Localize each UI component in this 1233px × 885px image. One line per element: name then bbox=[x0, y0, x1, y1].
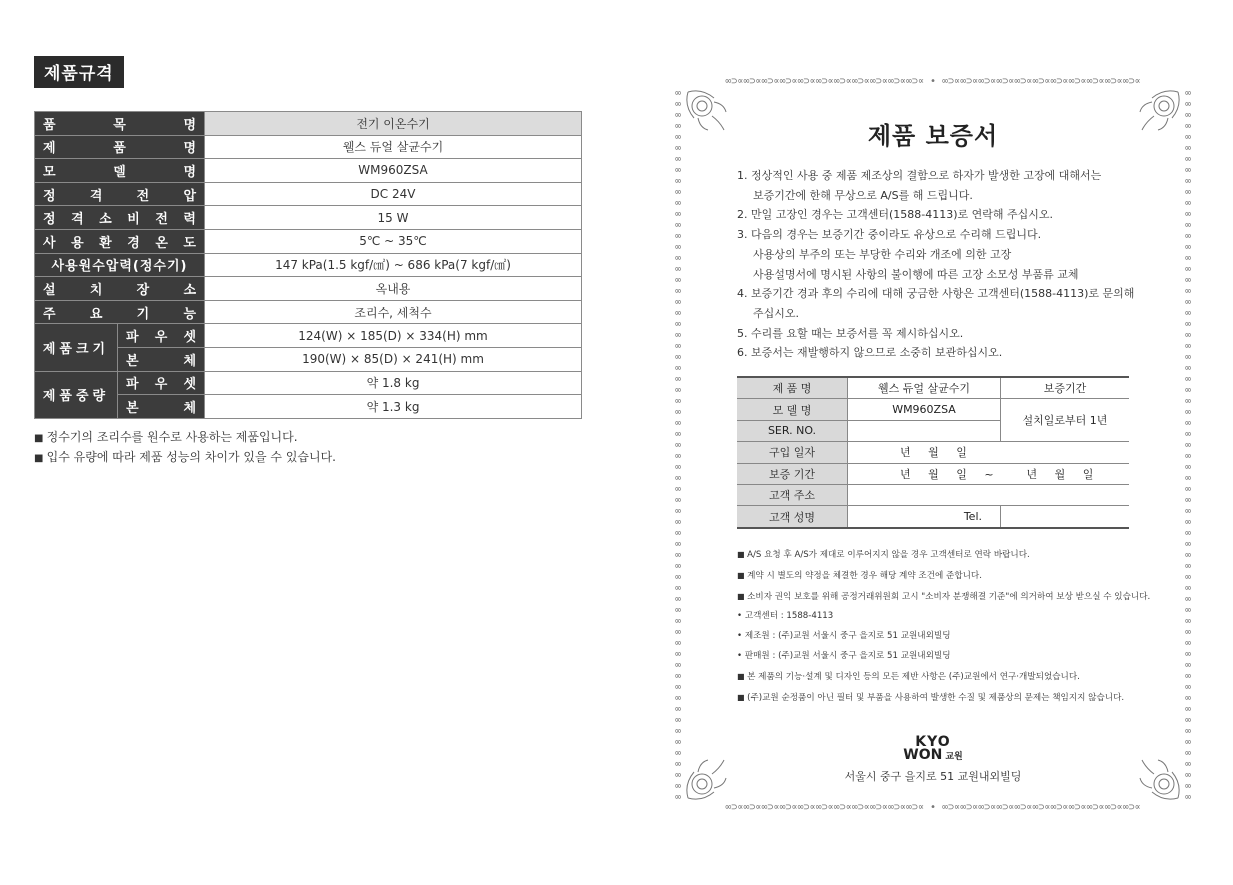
spec-group-label: 제품크기 bbox=[35, 324, 118, 371]
spec-value: 전기 이온수기 bbox=[205, 112, 582, 136]
warranty-title: 제품 보증서 bbox=[867, 122, 999, 150]
notice-item: ■ A/S 요청 후 A/S가 제대로 이루어지지 않을 경우 고객센터로 연락 바랍니다. bbox=[737, 545, 1177, 566]
decorative-border-bottom: ∞⊃∝∞⊃∝∞⊃∝∞⊃∝∞⊃∝∞⊃∝∞⊃∝∞⊃∝∞⊃∝∞⊃∝∞⊃∝ • ∞⊃∝∞⊃∝∞⊃∝∞⊃∝∞⊃∝∞⊃∝∞⊃∝∞⊃∝∞⊃∝∞⊃∝∞⊃∝ bbox=[725, 802, 1141, 813]
spec-label: 정 격 소 비 전 력 bbox=[35, 206, 205, 230]
period-header: 보증기간 bbox=[1001, 377, 1130, 399]
term-item: 사용설명서에 명시된 사항의 불이행에 따른 고장 소모성 부품류 교체 bbox=[753, 267, 1079, 281]
spec-title: 제품규격 bbox=[34, 56, 124, 88]
spec-value: 15 W bbox=[205, 206, 582, 230]
spec-value: 190(W) × 85(D) × 241(H) mm bbox=[205, 347, 582, 371]
kyowon-logo bbox=[672, 736, 1194, 784]
spec-value: WM960ZSA bbox=[205, 159, 582, 183]
contact-item: • 제조원 : (주)교원 서울시 중구 을지로 51 교원내외빌딩 bbox=[737, 627, 1177, 647]
purchase-date-field[interactable]: 년 월 일 bbox=[848, 442, 1130, 463]
term-item: 1. 정상적인 사용 중 제품 제조상의 결함으로 하자가 발생한 고장에 대해서는 bbox=[737, 169, 1102, 182]
customer-address-field[interactable] bbox=[848, 484, 1130, 505]
spec-label: 사 용 환 경 온 도 bbox=[35, 229, 205, 253]
serial-field[interactable] bbox=[848, 420, 1001, 441]
spec-row bbox=[35, 135, 582, 159]
warranty-certificate bbox=[672, 76, 1194, 814]
model-name-value: WM960ZSA bbox=[848, 399, 1001, 420]
notice-item: ■ 계약 시 별도의 약정을 체결한 경우 해당 계약 조건에 준합니다. bbox=[737, 566, 1177, 587]
warranty-terms bbox=[737, 166, 1157, 363]
spec-label: 설 치 장 소 bbox=[35, 277, 205, 301]
spec-value: 약 1.3 kg bbox=[205, 395, 582, 419]
purchase-date-label: 구입 일자 bbox=[737, 442, 848, 463]
spec-label: 파 우 셋 bbox=[118, 324, 205, 348]
spec-value: 웰스 듀얼 살균수기 bbox=[205, 135, 582, 159]
serial-label: SER. NO. bbox=[737, 420, 848, 441]
term-item: 4. 보증기간 경과 후의 수리에 대해 궁금한 사항은 고객센터(1588-4113)로 문의해 bbox=[737, 287, 1135, 301]
spec-row bbox=[35, 395, 582, 419]
spec-value: DC 24V bbox=[205, 182, 582, 206]
warranty-period-label: 보증 기간 bbox=[737, 463, 848, 484]
term-item: 2. 만일 고장인 경우는 고객센터(1588-4113)로 연락해 주십시오. bbox=[737, 208, 1054, 222]
spec-value: 조리수, 세척수 bbox=[205, 300, 582, 324]
spec-table bbox=[34, 111, 582, 419]
spec-value: 약 1.8 kg bbox=[205, 371, 582, 395]
logo-won: WON 교원 bbox=[903, 747, 963, 763]
spec-row bbox=[35, 371, 582, 395]
warranty-form-table bbox=[737, 376, 1129, 529]
spec-label: 본 체 bbox=[118, 347, 205, 371]
spec-note: ■ 입수 유량에 따라 제품 성능의 차이가 있을 수 있습니다. bbox=[34, 448, 336, 468]
spec-label: 품 목 명 bbox=[35, 112, 205, 136]
spec-value: 124(W) × 185(D) × 334(H) mm bbox=[205, 324, 582, 348]
term-item: 5. 수리를 요할 때는 보증서를 꼭 제시하십시오. bbox=[737, 326, 964, 340]
spec-row bbox=[35, 277, 582, 301]
term-item: 3. 다음의 경우는 보증기간 중이라도 유상으로 수리해 드립니다. bbox=[737, 228, 1042, 242]
product-name-value: 웰스 듀얼 살균수기 bbox=[848, 377, 1001, 399]
tel-label: Tel. bbox=[848, 506, 1001, 528]
spec-row bbox=[35, 112, 582, 136]
term-item: 사용상의 부주의 또는 부당한 수리와 개조에 의한 고장 bbox=[753, 247, 1012, 261]
spec-label: 제 품 명 bbox=[35, 135, 205, 159]
spec-label: 본 체 bbox=[118, 395, 205, 419]
spec-label: 정 격 전 압 bbox=[35, 182, 205, 206]
warranty-notices bbox=[737, 545, 1177, 708]
contact-item: • 판매원 : (주)교원 서울시 중구 을지로 51 교원내외빌딩 bbox=[737, 647, 1177, 667]
period-value: 설치일로부터 1년 bbox=[1001, 399, 1130, 442]
term-item: 주십시오. bbox=[753, 306, 800, 320]
spec-row bbox=[35, 300, 582, 324]
spec-row bbox=[35, 324, 582, 348]
spec-value: 147 kPa(1.5 kgf/㎠) ~ 686 kPa(7 kgf/㎠) bbox=[205, 253, 582, 277]
contact-item: • 고객센터 : 1588-4113 bbox=[737, 607, 1177, 627]
spec-label: 사용원수압력(정수기) bbox=[35, 253, 205, 277]
spec-row bbox=[35, 347, 582, 371]
term-item: 6. 보증서는 재발행하지 않으므로 소중히 보관하십시오. bbox=[737, 346, 1003, 360]
spec-notes bbox=[34, 428, 336, 468]
product-name-label: 제 품 명 bbox=[737, 377, 848, 399]
term-item: 보증기간에 한해 무상으로 A/S를 해 드립니다. bbox=[753, 188, 973, 202]
spec-row bbox=[35, 182, 582, 206]
decorative-border-top: ∞⊃∝∞⊃∝∞⊃∝∞⊃∝∞⊃∝∞⊃∝∞⊃∝∞⊃∝∞⊃∝∞⊃∝∞⊃∝ • ∞⊃∝∞⊃∝∞⊃∝∞⊃∝∞⊃∝∞⊃∝∞⊃∝∞⊃∝∞⊃∝∞⊃∝∞⊃∝ bbox=[725, 76, 1141, 87]
spec-row bbox=[35, 229, 582, 253]
company-address: 서울시 중구 을지로 51 교원내외빌딩 bbox=[844, 770, 1022, 783]
notice-item: ■ 본 제품의 기능·설계 및 디자인 등의 모든 제반 사항은 (주)교원에서 연구·개발되었습니다. bbox=[737, 667, 1177, 688]
spec-label: 모 델 명 bbox=[35, 159, 205, 183]
notice-item: ■ 소비자 권익 보호를 위해 공정거래위원회 고시 "소비자 분쟁해결 기준"에 의거하여 보상 받으실 수 있습니다. bbox=[737, 587, 1177, 608]
customer-name-label: 고객 성명 bbox=[737, 506, 848, 528]
spec-value: 5℃ ~ 35℃ bbox=[205, 229, 582, 253]
spec-label: 파 우 셋 bbox=[118, 371, 205, 395]
spec-value: 옥내용 bbox=[205, 277, 582, 301]
decorative-border-left: ∞∞∞∞∞∞∞∞∞∞∞∞∞∞∞∞∞∞∞∞∞∞∞∞∞∞∞∞∞∞∞∞∞∞∞∞∞∞∞∞∞∞∞∞∞∞∞∞∞∞∞∞∞∞∞∞∞∞∞∞∞∞∞∞∞ bbox=[674, 88, 682, 802]
logo-kyo: KYO bbox=[915, 734, 951, 750]
spec-label: 주 요 기 능 bbox=[35, 300, 205, 324]
decorative-border-right: ∞∞∞∞∞∞∞∞∞∞∞∞∞∞∞∞∞∞∞∞∞∞∞∞∞∞∞∞∞∞∞∞∞∞∞∞∞∞∞∞∞∞∞∞∞∞∞∞∞∞∞∞∞∞∞∞∞∞∞∞∞∞∞∞∞ bbox=[1184, 88, 1192, 802]
notice-item: ■ (주)교원 순정품이 아닌 필터 및 부품을 사용하여 발생한 수질 및 제품상의 문제는 책임지지 않습니다. bbox=[737, 688, 1177, 709]
warranty-period-from[interactable]: 년 월 일 ~ bbox=[848, 463, 1001, 484]
customer-address-label: 고객 주소 bbox=[737, 484, 848, 505]
model-name-label: 모 델 명 bbox=[737, 399, 848, 420]
warranty-period-to[interactable]: 년 월 일 bbox=[1001, 463, 1130, 484]
spec-note: ■ 정수기의 조리수를 원수로 사용하는 제품입니다. bbox=[34, 428, 336, 448]
spec-row bbox=[35, 206, 582, 230]
spec-group-label: 제품중량 bbox=[35, 371, 118, 418]
tel-field[interactable] bbox=[1001, 506, 1130, 528]
spec-row bbox=[35, 159, 582, 183]
spec-row bbox=[35, 253, 582, 277]
